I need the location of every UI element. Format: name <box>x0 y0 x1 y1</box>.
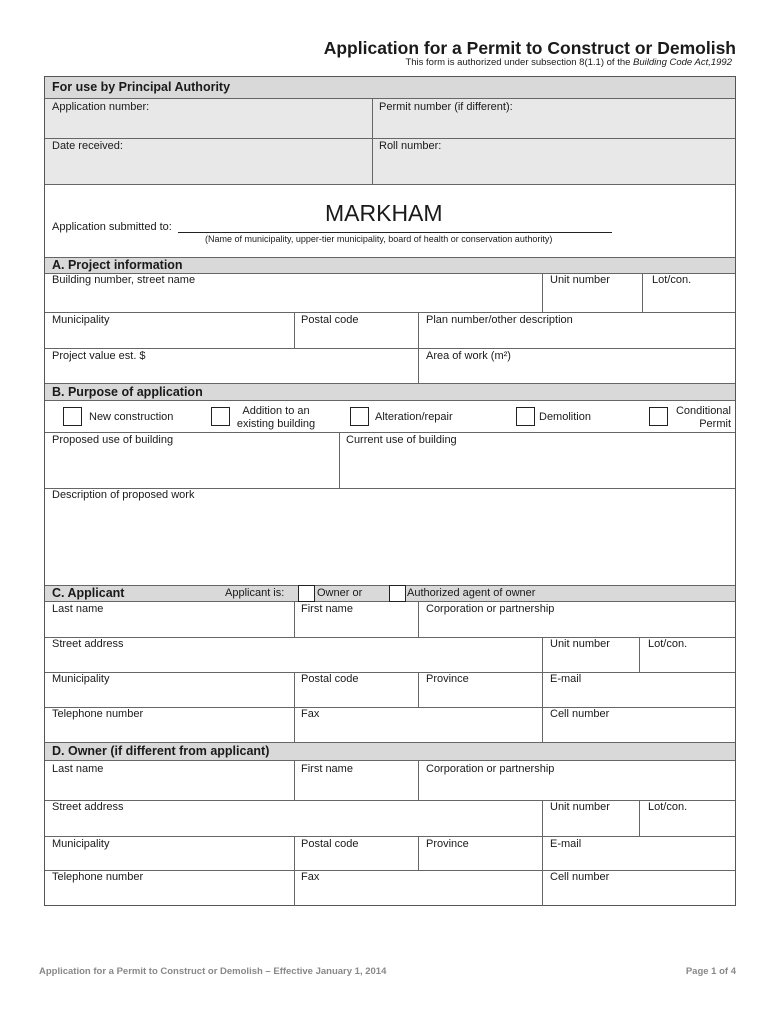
divider <box>45 348 735 349</box>
divider <box>45 836 735 837</box>
applicant-telephone-field[interactable]: Telephone number <box>52 708 144 720</box>
applicant-lot-con-field[interactable]: Lot/con. <box>648 638 688 650</box>
owner-province-field[interactable]: Province <box>426 838 469 850</box>
footer-left: Application for a Permit to Construct or Demolish – Effective January 1, 2014 <box>39 966 387 977</box>
applicant-email-field[interactable]: E-mail <box>550 673 582 685</box>
applicant-postal-code-field[interactable]: Postal code <box>301 673 359 685</box>
alteration-label: Alteration/repair <box>375 411 453 423</box>
divider <box>418 760 419 800</box>
applicant-municipality-field[interactable]: Municipality <box>52 673 110 685</box>
proposed-use-field[interactable]: Proposed use of building <box>52 434 174 446</box>
permit-number-field[interactable]: Permit number (if different): <box>379 101 513 113</box>
divider <box>294 836 295 906</box>
divider <box>45 800 735 801</box>
area-of-work-field[interactable]: Area of work (m²) <box>426 350 511 362</box>
submitted-to-label: Application submitted to: <box>52 221 172 233</box>
owner-first-name-field[interactable]: First name <box>301 763 353 775</box>
demolition-label: Demolition <box>539 411 591 423</box>
subtitle-act: Building Code Act,1992 <box>633 57 732 68</box>
form-subtitle <box>0 57 732 68</box>
conditional-label-line2: Permit <box>699 418 731 430</box>
building-street-field[interactable]: Building number, street name <box>52 274 196 286</box>
authority-heading-band <box>45 77 735 99</box>
permit-form <box>44 76 736 906</box>
current-use-field[interactable]: Current use of building <box>346 434 457 446</box>
owner-email-field[interactable]: E-mail <box>550 838 582 850</box>
divider <box>542 836 543 906</box>
conditional-label-line1: Conditional <box>675 405 731 417</box>
section-b-band <box>45 383 735 401</box>
owner-postal-code-field[interactable]: Postal code <box>301 838 359 850</box>
owner-fax-field[interactable]: Fax <box>301 871 320 883</box>
owner-cell-field[interactable]: Cell number <box>550 871 610 883</box>
authority-heading: For use by Principal Authority <box>52 80 231 94</box>
divider <box>339 432 340 488</box>
applicant-fax-field[interactable]: Fax <box>301 708 320 720</box>
divider <box>418 836 419 870</box>
date-received-field[interactable]: Date received: <box>52 140 123 152</box>
applicant-is-label: Applicant is: <box>225 587 285 599</box>
unit-number-field[interactable]: Unit number <box>550 274 610 286</box>
divider <box>542 637 543 672</box>
owner-checkbox[interactable] <box>298 585 315 602</box>
description-field[interactable]: Description of proposed work <box>52 489 195 501</box>
form-title: Application for a Permit to Construct or Demolish <box>323 38 736 58</box>
submitted-to-hint: (Name of municipality, upper-tier municipality, board of health or conservation authority) <box>205 234 553 244</box>
owner-street-field[interactable]: Street address <box>52 801 124 813</box>
municipality-field[interactable]: Municipality <box>52 314 110 326</box>
divider <box>418 601 419 637</box>
addition-label-line1: Addition to an <box>242 405 310 417</box>
applicant-province-field[interactable]: Province <box>426 673 469 685</box>
divider <box>45 707 735 708</box>
divider <box>45 672 735 673</box>
application-number-field[interactable]: Application number: <box>52 101 150 113</box>
postal-code-field[interactable]: Postal code <box>301 314 359 326</box>
owner-last-name-field[interactable]: Last name <box>52 763 104 775</box>
owner-lot-con-field[interactable]: Lot/con. <box>648 801 688 813</box>
addition-label-line2: existing building <box>236 418 316 430</box>
applicant-unit-number-field[interactable]: Unit number <box>550 638 610 650</box>
divider <box>45 870 735 871</box>
divider <box>294 760 295 800</box>
section-c-heading: C. Applicant <box>52 586 125 600</box>
divider <box>639 637 640 672</box>
owner-corporation-field[interactable]: Corporation or partnership <box>426 763 555 775</box>
new-construction-checkbox[interactable] <box>63 407 82 426</box>
demolition-checkbox[interactable] <box>516 407 535 426</box>
applicant-cell-field[interactable]: Cell number <box>550 708 610 720</box>
owner-telephone-field[interactable]: Telephone number <box>52 871 144 883</box>
authorized-agent-checkbox[interactable] <box>389 585 406 602</box>
roll-number-field[interactable]: Roll number: <box>379 140 442 152</box>
owner-unit-number-field[interactable]: Unit number <box>550 801 610 813</box>
divider <box>45 432 735 433</box>
applicant-first-name-field[interactable]: First name <box>301 603 353 615</box>
new-construction-label: New construction <box>89 411 174 423</box>
addition-checkbox[interactable] <box>211 407 230 426</box>
divider <box>45 637 735 638</box>
applicant-street-field[interactable]: Street address <box>52 638 124 650</box>
alteration-checkbox[interactable] <box>350 407 369 426</box>
divider <box>639 800 640 836</box>
submitted-to-line <box>178 232 612 233</box>
footer-page-number: Page 1 of 4 <box>685 966 736 977</box>
project-value-field[interactable]: Project value est. $ <box>52 350 146 362</box>
section-d-heading: D. Owner (if different from applicant) <box>52 744 270 758</box>
plan-number-field[interactable]: Plan number/other description <box>426 314 573 326</box>
divider <box>542 273 543 312</box>
divider <box>294 601 295 637</box>
divider <box>45 184 735 185</box>
divider <box>45 138 735 139</box>
lot-con-field[interactable]: Lot/con. <box>652 274 692 286</box>
submitted-to-value[interactable]: MARKHAM <box>325 200 443 226</box>
divider <box>542 800 543 836</box>
divider <box>642 273 643 312</box>
divider <box>294 312 295 348</box>
subtitle-prefix: This form is authorized under subsection 8(1.1) of the <box>405 57 634 68</box>
applicant-corporation-field[interactable]: Corporation or partnership <box>426 603 555 615</box>
applicant-last-name-field[interactable]: Last name <box>52 603 104 615</box>
owner-or-label: Owner or <box>317 587 363 599</box>
authorized-agent-label: Authorized agent of owner <box>407 587 536 599</box>
divider <box>45 312 735 313</box>
divider <box>418 672 419 707</box>
owner-municipality-field[interactable]: Municipality <box>52 838 110 850</box>
section-a-heading: A. Project information <box>52 258 183 272</box>
section-a-band <box>45 257 735 274</box>
section-b-heading: B. Purpose of application <box>52 385 203 399</box>
divider <box>372 99 373 184</box>
section-d-band <box>45 742 735 761</box>
